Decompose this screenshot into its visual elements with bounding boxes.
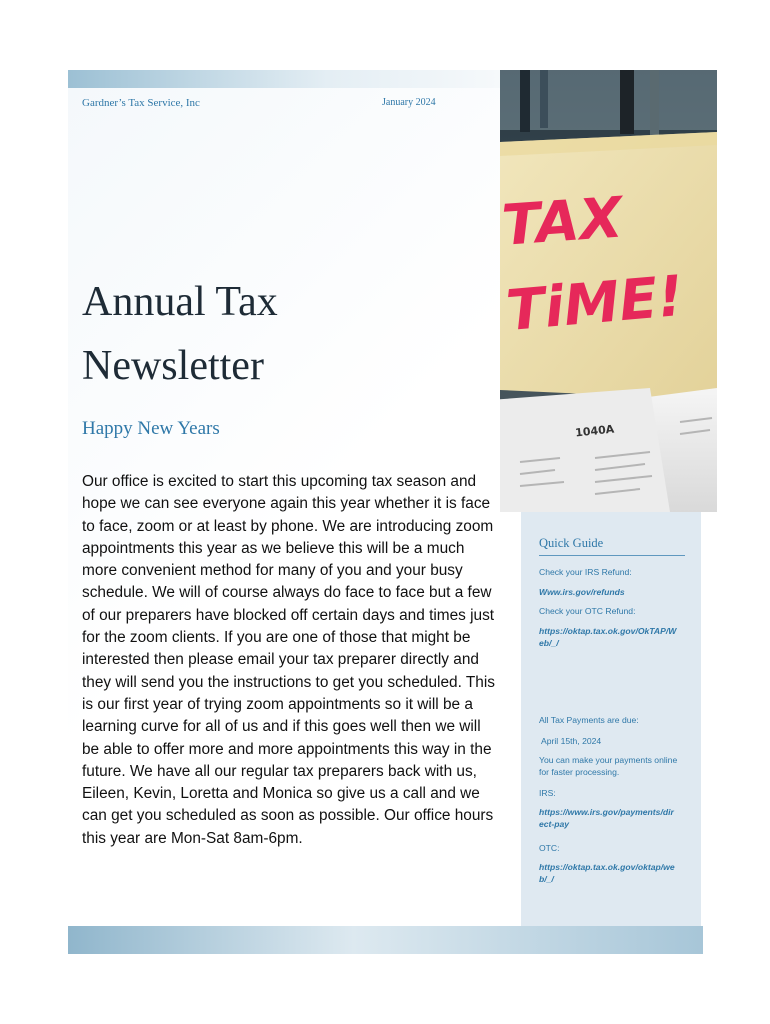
section-heading: Happy New Years — [82, 418, 220, 439]
company-name: Gardner’s Tax Service, Inc — [82, 97, 200, 109]
form-1040a-label: 1040A — [574, 422, 615, 440]
online-payment-note: You can make your payments online for faster processing. — [539, 755, 678, 777]
otc-payment-link[interactable]: https://oktap.tax.ok.gov/oktap/web/_/ — [539, 862, 675, 884]
article-body: Our office is excited to start this upcoming tax season and hope we can see everyone again this year whether it is face to face, zoom or at least by phone. We are introducing zoom appointments this year as we believe this will be a much more convenient method for many of you and your busy schedule. We will of course always do face to face but a few of our preparers have blocked off certain days and times just for the zoom clients. If you are one of those that might be interested then please email your tax preparer directly and they will send you the instructions to get you scheduled. This is our first year of trying zoom appointments so it will be a learning curve for all of us and if this goes well then we will be able to offer more and more appointments this way in the future. We have all our regular tax preparers back with us, Eileen, Kevin, Loretta and Monica so give us a call and we can get you scheduled as soon as possible. Our office hours this year are Mon-Sat 8am-6pm. — [82, 473, 495, 847]
tax-time-photo — [500, 70, 717, 512]
otc-refund-link[interactable]: https://oktap.tax.ok.gov/OkTAP/Web/_/ — [539, 626, 677, 648]
tax-time-illustration — [500, 70, 717, 512]
issue-date: January 2024 — [382, 97, 436, 108]
payments-due-label: All Tax Payments are due: — [539, 715, 639, 725]
quick-guide-divider — [539, 555, 685, 556]
otc-label: OTC: — [539, 843, 560, 853]
irs-direct-pay-link[interactable]: https://www.irs.gov/payments/direct-pay — [539, 807, 674, 829]
time-word: TiME! — [503, 263, 686, 345]
newsletter-title — [82, 270, 482, 398]
irs-refund-link[interactable]: Www.irs.gov/refunds — [539, 587, 625, 597]
title-line-2: Newsletter — [82, 343, 264, 389]
otc-refund-label: Check your OTC Refund: — [539, 606, 636, 616]
top-accent-bar — [68, 70, 500, 88]
title-line-1: Annual Tax — [82, 279, 278, 325]
irs-label: IRS: — [539, 788, 556, 798]
irs-refund-label: Check your IRS Refund: — [539, 567, 632, 577]
payments-due-date: April 15th, 2024 — [541, 736, 602, 746]
tax-word: TAX — [500, 185, 625, 259]
bottom-accent-bar — [68, 926, 703, 954]
quick-guide-title: Quick Guide — [539, 536, 604, 550]
